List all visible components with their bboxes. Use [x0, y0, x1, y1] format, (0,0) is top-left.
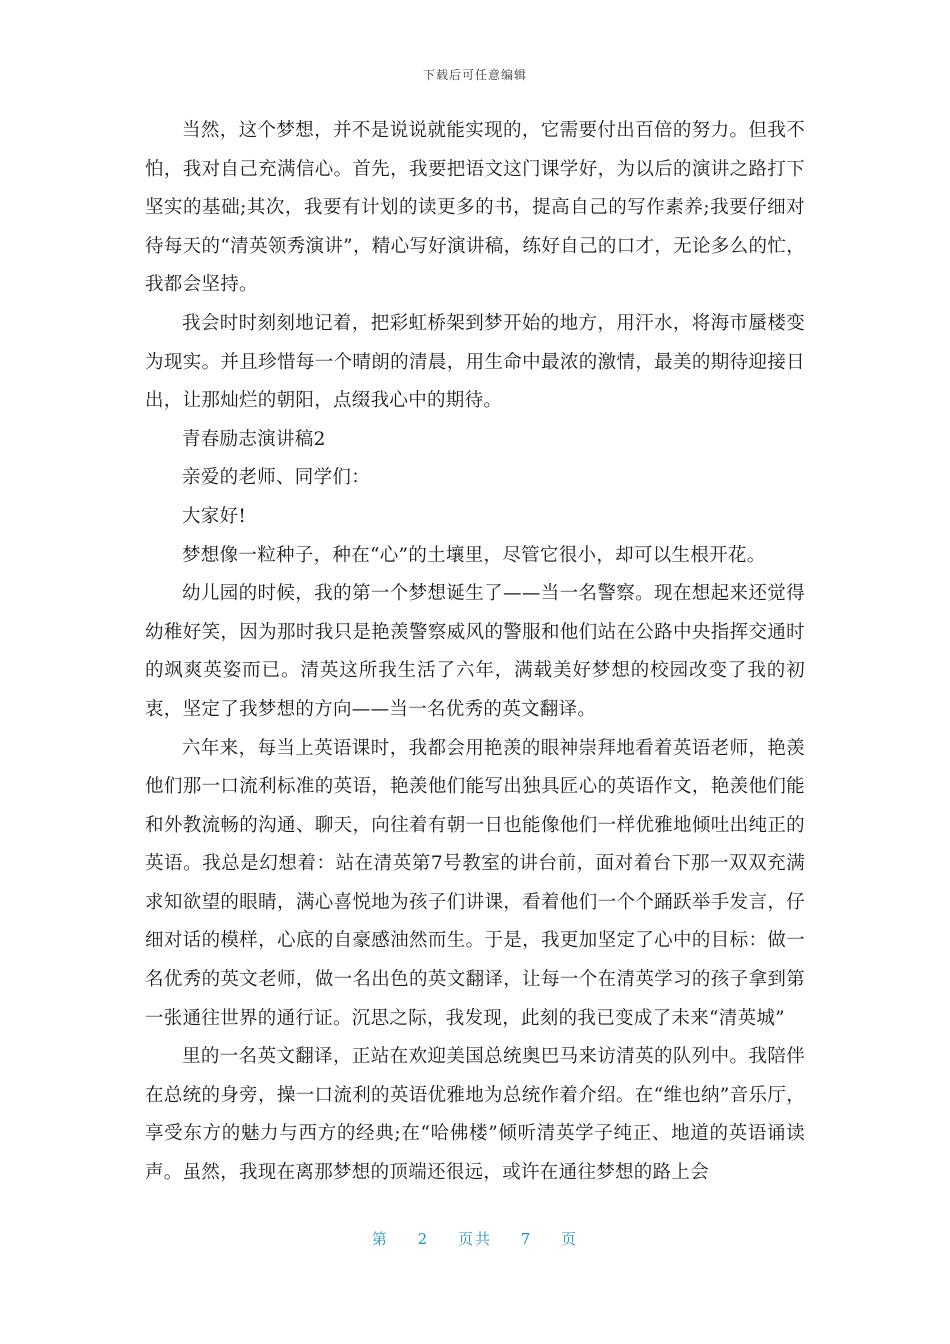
section-title: 青春励志演讲稿2 [182, 428, 326, 450]
document-body [145, 112, 805, 1193]
paragraph: 我会时时刻刻地记着，把彩虹桥架到梦开始的地方，用汗水，将海市蜃楼变为现实。并且珍惜每一个晴朗的清晨，用生命中最浓的激情，最美的期待迎接日出，让那灿烂的朝阳，点缀我心中的期待。 [145, 312, 805, 412]
paragraph: 当然，这个梦想，并不是说说就能实现的，它需要付出百倍的努力。但我不怕，我对自己充满信心。首先，我要把语文这门课学好，为以后的演讲之路打下坚实的基础;其次，我要有计划的读更多的书，提高自己的写作素养;我要仔细对待每天的“清英领秀演讲”，精心写好演讲稿，练好自己的口才，无论多么的忙，我都会坚持。 [145, 120, 805, 296]
total-page-count: 7 [520, 1230, 533, 1248]
paragraph: 幼儿园的时候，我的第一个梦想诞生了——当一名警察。现在想起来还觉得幼稚好笑，因为那时我只是艳羡警察威风的警服和他们站在公路中央指挥交通时的飒爽英姿而已。清英这所我生活了六年，满载美好梦想的校园改变了我的初衷，坚定了我梦想的方向——当一名优秀的英文翻译。 [145, 583, 805, 720]
page-header-note: 下载后可任意编辑 [422, 68, 527, 82]
paragraph: 梦想像一粒种子，种在“心”的土壤里，尽管它很小，却可以生根开花。 [182, 544, 766, 566]
paragraph: 里的一名英文翻译，正站在欢迎美国总统奥巴马来访清英的队列中。我陪伴在总统的身旁，操一口流利的英语优雅地为总统作着介绍。在“维也纳”音乐厅，享受东方的魅力与西方的经典;在“哈佛楼”倾听清英学子纯正、地道的英语诵读声。虽然，我现在离那梦想的顶端还很远，或许在通往梦想的路上会 [145, 1046, 805, 1184]
page-number-footer [0, 1228, 950, 1249]
salutation: 亲爱的老师、同学们： [182, 467, 371, 489]
greeting: 大家好! [182, 505, 247, 527]
footer-middle: 页共 [457, 1230, 492, 1248]
footer-suffix: 页 [561, 1230, 579, 1248]
current-page-number: 2 [417, 1230, 430, 1248]
paragraph: 六年来，每当上英语课时，我都会用艳羡的眼神崇拜地看着英语老师，艳羡他们那一口流利标准的英语，艳羡他们能写出独具匠心的英语作文，艳羡他们能和外教流畅的沟通、聊天，向往着有朝一日也能像他们一样优雅地倾吐出纯正的英语。我总是幻想着：站在清英第7号教室的讲台前，面对着台下那一双双充满求知欲望的眼睛，满心喜悦地为孩子们讲课，看着他们一个个踊跃举手发言，仔细对话的模样，心底的自豪感油然而生。于是，我更加坚定了心中的目标：做一名优秀的英文老师，做一名出色的英文翻译，让每一个在清英学习的孩子拿到第一张通往世界的通行证。沉思之际，我发现，此刻的我已变成了未来“清英城” [145, 737, 805, 1029]
footer-prefix: 第 [371, 1230, 389, 1248]
